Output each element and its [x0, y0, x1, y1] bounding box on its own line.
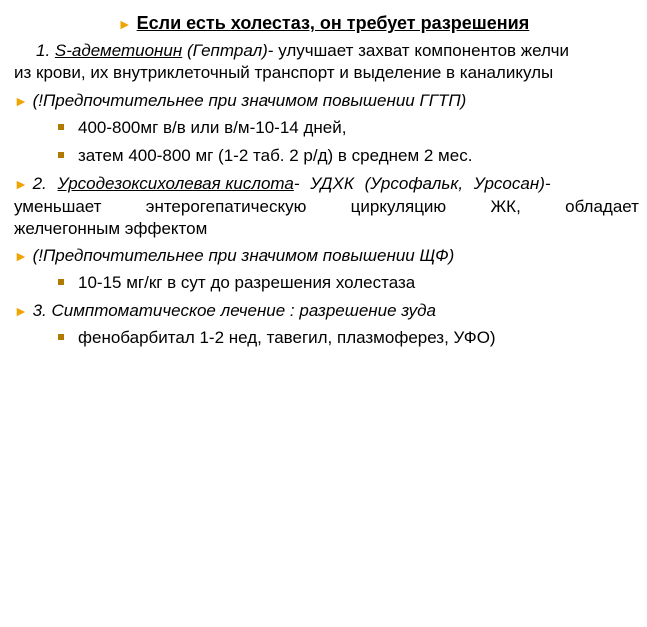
item3-text: 3. Симптоматическое лечение : разрешение зуда — [32, 301, 436, 320]
square-bullet-icon — [58, 124, 64, 130]
item2-note — [14, 245, 454, 267]
item1-note-arrow-icon: ► — [14, 93, 28, 109]
item1-note — [14, 90, 466, 112]
item1-line2 — [14, 62, 553, 84]
item2-dose-1-text: 10-15 мг/кг в сут до разрешения холестаза — [78, 273, 416, 292]
square-bullet-icon — [58, 334, 64, 340]
item1-line1 — [36, 40, 569, 62]
item2-line3-text: желчегонным эффектом — [14, 219, 208, 238]
item2-drug: Урсодезоксихолевая кислота — [57, 174, 294, 193]
item2-number: 2. — [32, 174, 47, 193]
item2-arrow-icon: ► — [14, 176, 28, 192]
square-bullet-icon — [58, 279, 64, 285]
item2-line2-w5: обладает — [565, 197, 639, 216]
item2-note-text: (!Предпочтительнее при значимом повышении ЩФ) — [32, 246, 455, 265]
item2-line3 — [14, 218, 207, 240]
item1-desc-part2: из крови, их внутриклеточный транспорт и выделение в каналикулы — [14, 63, 554, 82]
item1-dose-1-text: 400-800мг в/в или в/м-10-14 дней, — [78, 118, 347, 137]
title-text: Если есть холестаз, он требует разрешения — [136, 13, 530, 33]
item3-arrow-icon: ► — [14, 303, 28, 319]
item2-rest-line1: - УДХК (Урсофальк, Урсосан)- — [293, 174, 551, 193]
item2-line1 — [14, 173, 551, 195]
item3-dose-1 — [58, 327, 496, 349]
item2-line2-w4: ЖК, — [490, 197, 521, 216]
item1-note-text: (!Предпочтительнее при значимом повышении ГГТП) — [32, 91, 467, 110]
square-bullet-icon — [58, 152, 64, 158]
item3-line — [14, 300, 436, 322]
item1-desc-part1: - улучшает захват компонентов желчи — [267, 41, 569, 60]
title-arrow-icon: ► — [117, 16, 132, 32]
item1-brand: (Гептрал) — [186, 41, 268, 60]
item1-number: 1. — [36, 41, 51, 60]
item1-dose-2 — [58, 145, 472, 167]
item2-note-arrow-icon: ► — [14, 248, 28, 264]
item1-dose-2-text: затем 400-800 мг (1-2 таб. 2 р/д) в среднем 2 мес. — [78, 146, 473, 165]
item1-drug: S-адеметионин — [54, 41, 183, 60]
slide-title — [0, 12, 647, 35]
item1-dose-1 — [58, 117, 346, 139]
item3-dose-1-text: фенобарбитал 1-2 нед, тавегил, плазмоферез, УФО) — [78, 328, 496, 347]
item2-line2 — [14, 196, 639, 218]
item2-line2-w2: энтерогепатическую — [145, 197, 307, 216]
item2-line2-w3: циркуляцию — [350, 197, 447, 216]
item2-dose-1 — [58, 272, 415, 294]
item2-line2-w1: уменьшает — [14, 197, 102, 216]
